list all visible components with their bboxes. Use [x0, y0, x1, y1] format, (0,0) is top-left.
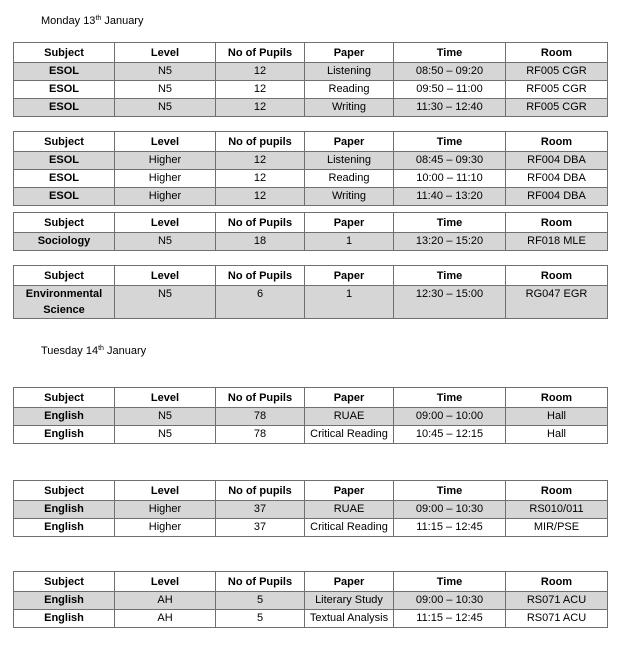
- column-header-subject: Subject: [14, 43, 115, 63]
- cell-pupils: 12: [216, 99, 305, 117]
- table-row: [14, 501, 608, 519]
- cell-subject: ESOL: [14, 188, 115, 206]
- cell-pupils: 12: [216, 188, 305, 206]
- cell-time: 11:15 – 12:45: [394, 519, 506, 537]
- column-header-level: Level: [115, 43, 216, 63]
- table-row: [14, 188, 608, 206]
- cell-level: Higher: [115, 519, 216, 537]
- cell-subject: English: [14, 519, 115, 537]
- cell-pupils: 12: [216, 170, 305, 188]
- exam-table: [13, 212, 608, 251]
- cell-pupils: 78: [216, 426, 305, 444]
- cell-subject: Sociology: [14, 233, 115, 251]
- cell-subject: English: [14, 408, 115, 426]
- cell-paper: RUAE: [305, 408, 394, 426]
- cell-level: N5: [115, 233, 216, 251]
- cell-time: 11:15 – 12:45: [394, 610, 506, 628]
- cell-level: Higher: [115, 501, 216, 519]
- cell-time: 08:45 – 09:30: [394, 152, 506, 170]
- column-header-level: Level: [115, 481, 216, 501]
- cell-paper: 1: [305, 286, 394, 319]
- column-header-pupils: No of pupils: [216, 132, 305, 152]
- cell-room: MIR/PSE: [506, 519, 608, 537]
- cell-time: 11:30 – 12:40: [394, 99, 506, 117]
- column-header-pupils: No of Pupils: [216, 43, 305, 63]
- cell-subject: ESOL: [14, 63, 115, 81]
- cell-room: RS010/011: [506, 501, 608, 519]
- cell-subject: English: [14, 501, 115, 519]
- cell-time: 09:00 – 10:30: [394, 501, 506, 519]
- column-header-level: Level: [115, 266, 216, 286]
- table-header-row: [14, 132, 608, 152]
- column-header-paper: Paper: [305, 132, 394, 152]
- cell-subject: English: [14, 592, 115, 610]
- cell-paper: RUAE: [305, 501, 394, 519]
- column-header-level: Level: [115, 388, 216, 408]
- cell-time: 10:45 – 12:15: [394, 426, 506, 444]
- cell-level: N5: [115, 81, 216, 99]
- column-header-level: Level: [115, 132, 216, 152]
- cell-time: 09:00 – 10:30: [394, 592, 506, 610]
- column-header-paper: Paper: [305, 572, 394, 592]
- table-row: [14, 426, 608, 444]
- exam-table: [13, 265, 608, 319]
- column-header-pupils: No of Pupils: [216, 213, 305, 233]
- column-header-subject: Subject: [14, 481, 115, 501]
- column-header-room: Room: [506, 266, 608, 286]
- column-header-time: Time: [394, 266, 506, 286]
- table-row: [14, 286, 608, 319]
- exam-table: [13, 571, 608, 628]
- cell-room: RF004 DBA: [506, 188, 608, 206]
- cell-pupils: 6: [216, 286, 305, 319]
- table-header-row: [14, 388, 608, 408]
- cell-room: RF005 CGR: [506, 63, 608, 81]
- table-row: [14, 170, 608, 188]
- column-header-paper: Paper: [305, 388, 394, 408]
- cell-room: Hall: [506, 408, 608, 426]
- cell-pupils: 18: [216, 233, 305, 251]
- column-header-room: Room: [506, 481, 608, 501]
- table-header-row: [14, 481, 608, 501]
- cell-level: N5: [115, 286, 216, 319]
- column-header-room: Room: [506, 132, 608, 152]
- cell-pupils: 78: [216, 408, 305, 426]
- table-row: [14, 81, 608, 99]
- cell-time: 09:00 – 10:00: [394, 408, 506, 426]
- cell-level: N5: [115, 426, 216, 444]
- cell-room: RF005 CGR: [506, 99, 608, 117]
- column-header-level: Level: [115, 213, 216, 233]
- cell-subject: ESOL: [14, 81, 115, 99]
- cell-pupils: 12: [216, 63, 305, 81]
- exam-table: [13, 131, 608, 206]
- column-header-paper: Paper: [305, 266, 394, 286]
- column-header-pupils: No of Pupils: [216, 572, 305, 592]
- cell-subject: English: [14, 610, 115, 628]
- column-header-pupils: No of Pupils: [216, 266, 305, 286]
- cell-time: 13:20 – 15:20: [394, 233, 506, 251]
- column-header-paper: Paper: [305, 43, 394, 63]
- cell-level: N5: [115, 408, 216, 426]
- exam-table: [13, 42, 608, 117]
- column-header-subject: Subject: [14, 132, 115, 152]
- cell-room: RF005 CGR: [506, 81, 608, 99]
- table-row: [14, 152, 608, 170]
- cell-paper: Literary Study: [305, 592, 394, 610]
- column-header-room: Room: [506, 572, 608, 592]
- column-header-time: Time: [394, 388, 506, 408]
- cell-time: 09:50 – 11:00: [394, 81, 506, 99]
- column-header-time: Time: [394, 213, 506, 233]
- cell-level: AH: [115, 610, 216, 628]
- cell-room: RF018 MLE: [506, 233, 608, 251]
- cell-time: 12:30 – 15:00: [394, 286, 506, 319]
- exam-table: [13, 480, 608, 537]
- cell-time: 08:50 – 09:20: [394, 63, 506, 81]
- cell-pupils: 37: [216, 501, 305, 519]
- cell-room: RF004 DBA: [506, 152, 608, 170]
- table-row: [14, 519, 608, 537]
- cell-room: RS071 ACU: [506, 610, 608, 628]
- cell-paper: Writing: [305, 99, 394, 117]
- cell-level: N5: [115, 63, 216, 81]
- cell-paper: Textual Analysis: [305, 610, 394, 628]
- table-row: [14, 63, 608, 81]
- column-header-room: Room: [506, 43, 608, 63]
- cell-pupils: 37: [216, 519, 305, 537]
- cell-paper: Critical Reading: [305, 426, 394, 444]
- column-header-subject: Subject: [14, 266, 115, 286]
- cell-subject: ESOL: [14, 152, 115, 170]
- column-header-subject: Subject: [14, 572, 115, 592]
- cell-room: RF004 DBA: [506, 170, 608, 188]
- day-heading-tuesday: Tuesday 14th January: [41, 345, 147, 357]
- cell-time: 10:00 – 11:10: [394, 170, 506, 188]
- cell-paper: Listening: [305, 152, 394, 170]
- table-row: [14, 99, 608, 117]
- column-header-pupils: No of pupils: [216, 481, 305, 501]
- column-header-level: Level: [115, 572, 216, 592]
- cell-paper: 1: [305, 233, 394, 251]
- column-header-subject: Subject: [14, 388, 115, 408]
- column-header-subject: Subject: [14, 213, 115, 233]
- day-heading-monday: Monday 13th January: [41, 15, 144, 27]
- column-header-paper: Paper: [305, 213, 394, 233]
- cell-time: 11:40 – 13:20: [394, 188, 506, 206]
- cell-paper: Writing: [305, 188, 394, 206]
- cell-level: Higher: [115, 188, 216, 206]
- cell-room: RS071 ACU: [506, 592, 608, 610]
- cell-pupils: 5: [216, 592, 305, 610]
- column-header-room: Room: [506, 213, 608, 233]
- column-header-room: Room: [506, 388, 608, 408]
- column-header-time: Time: [394, 43, 506, 63]
- exam-table: [13, 387, 608, 444]
- cell-level: N5: [115, 99, 216, 117]
- table-row: [14, 592, 608, 610]
- table-row: [14, 610, 608, 628]
- table-header-row: [14, 213, 608, 233]
- cell-subject: Environmental Science: [14, 286, 115, 319]
- cell-paper: Critical Reading: [305, 519, 394, 537]
- column-header-pupils: No of Pupils: [216, 388, 305, 408]
- cell-room: RG047 EGR: [506, 286, 608, 319]
- cell-subject: ESOL: [14, 170, 115, 188]
- cell-pupils: 12: [216, 152, 305, 170]
- table-row: [14, 233, 608, 251]
- cell-level: Higher: [115, 152, 216, 170]
- cell-pupils: 5: [216, 610, 305, 628]
- cell-paper: Listening: [305, 63, 394, 81]
- cell-level: Higher: [115, 170, 216, 188]
- table-header-row: [14, 266, 608, 286]
- cell-paper: Reading: [305, 81, 394, 99]
- cell-room: Hall: [506, 426, 608, 444]
- table-header-row: [14, 572, 608, 592]
- column-header-time: Time: [394, 481, 506, 501]
- table-row: [14, 408, 608, 426]
- cell-pupils: 12: [216, 81, 305, 99]
- table-header-row: [14, 43, 608, 63]
- cell-level: AH: [115, 592, 216, 610]
- column-header-time: Time: [394, 572, 506, 592]
- column-header-paper: Paper: [305, 481, 394, 501]
- cell-subject: ESOL: [14, 99, 115, 117]
- column-header-time: Time: [394, 132, 506, 152]
- cell-subject: English: [14, 426, 115, 444]
- cell-paper: Reading: [305, 170, 394, 188]
